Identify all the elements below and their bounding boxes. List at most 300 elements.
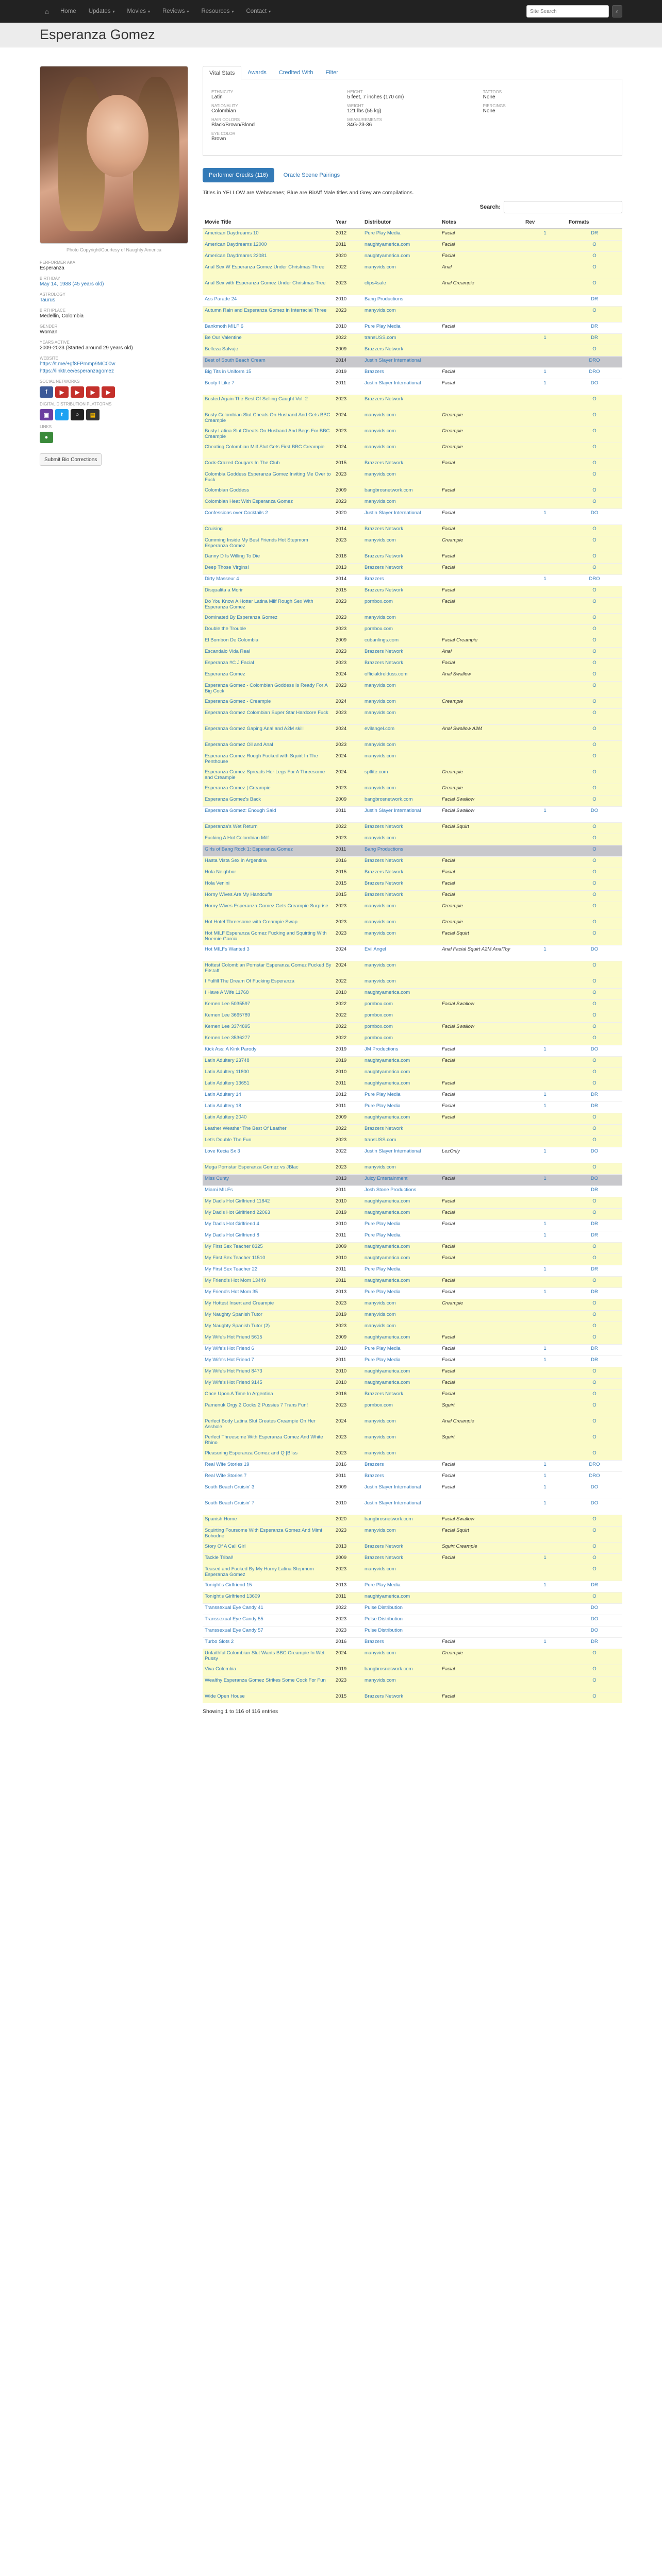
movie-title-link[interactable]: Disqualita a Morir <box>203 586 334 597</box>
movie-title-link[interactable]: Hola Venini <box>203 879 334 890</box>
distributor-link[interactable]: manyvids.com <box>362 306 440 322</box>
website-link-1[interactable]: https://t.me/+gf8FPmmp9MC00w <box>40 361 115 367</box>
formats-link[interactable]: DR <box>567 1219 622 1231</box>
formats-link[interactable]: DO <box>567 1147 622 1163</box>
distributor-link[interactable]: manyvids.com <box>362 411 440 427</box>
formats-link[interactable]: O <box>567 1163 622 1174</box>
review-link[interactable] <box>523 395 567 411</box>
review-link[interactable] <box>523 834 567 845</box>
distributor-link[interactable]: Justin Slayer International <box>362 509 440 524</box>
review-link[interactable]: 1 <box>523 806 567 822</box>
movie-title-link[interactable]: Latin Adultery 18 <box>203 1101 334 1113</box>
distributor-link[interactable]: Brazzers <box>362 1637 440 1649</box>
nav-reviews[interactable] <box>156 0 195 23</box>
formats-link[interactable]: O <box>567 536 622 552</box>
movie-title-link[interactable]: My Wife's Hot Friend 6 <box>203 1344 334 1355</box>
movie-title-link[interactable]: Unfaithful Colombian Slut Wants BBC Creampie In Wet Pussy <box>203 1649 334 1665</box>
review-link[interactable]: 1 <box>523 1287 567 1299</box>
col-year[interactable]: Year <box>334 216 362 229</box>
formats-link[interactable]: O <box>567 918 622 929</box>
review-link[interactable] <box>523 681 567 697</box>
review-link[interactable] <box>523 1208 567 1219</box>
formats-link[interactable]: DRO <box>567 574 622 586</box>
distributor-link[interactable]: manyvids.com <box>362 1649 440 1665</box>
distributor-link[interactable]: manyvids.com <box>362 961 440 977</box>
distributor-link[interactable]: naughtyamerica.com <box>362 1242 440 1253</box>
formats-link[interactable]: O <box>567 856 622 868</box>
review-link[interactable] <box>523 345 567 356</box>
movie-title-link[interactable]: My Naughty Spanish Tutor (2) <box>203 1321 334 1333</box>
platform-icon[interactable]: ▣ <box>40 409 53 420</box>
platform-icon[interactable]: ▤ <box>86 409 100 420</box>
movie-title-link[interactable]: Booty I Like 7 <box>203 379 334 395</box>
distributor-link[interactable]: naughtyamerica.com <box>362 1253 440 1265</box>
review-link[interactable] <box>523 1417 567 1433</box>
review-link[interactable] <box>523 411 567 427</box>
distributor-link[interactable]: naughtyamerica.com <box>362 1113 440 1124</box>
distributor-link[interactable]: manyvids.com <box>362 681 440 697</box>
distributor-link[interactable]: manyvids.com <box>362 1449 440 1460</box>
col-distributor[interactable]: Distributor <box>362 216 440 229</box>
movie-title-link[interactable]: Colombian Heat With Esperanza Gomez <box>203 497 334 509</box>
review-link[interactable] <box>523 1299 567 1310</box>
review-link[interactable] <box>523 1389 567 1401</box>
movie-title-link[interactable]: Kick Ass: A Kink Parody <box>203 1045 334 1056</box>
distributor-link[interactable]: naughtyamerica.com <box>362 1079 440 1090</box>
movie-title-link[interactable]: I Fulfill The Dream Of Fucking Esperanza <box>203 977 334 988</box>
review-link[interactable]: 1 <box>523 1344 567 1355</box>
nav-updates[interactable] <box>82 0 121 23</box>
movie-title-link[interactable]: Be Our Valentine <box>203 333 334 345</box>
table-search-input[interactable] <box>504 201 622 213</box>
youtube-icon[interactable]: ▶ <box>86 386 100 398</box>
distributor-link[interactable]: evilangel.com <box>362 724 440 740</box>
review-link[interactable] <box>523 929 567 945</box>
formats-link[interactable]: O <box>567 1649 622 1665</box>
distributor-link[interactable]: Pure Play Media <box>362 1101 440 1113</box>
review-link[interactable] <box>523 1378 567 1389</box>
distributor-link[interactable]: Bang Productions <box>362 295 440 306</box>
movie-title-link[interactable]: Esperanza Gomez's Back <box>203 795 334 806</box>
distributor-link[interactable]: pornbox.com <box>362 624 440 636</box>
distributor-link[interactable]: naughtyamerica.com <box>362 1197 440 1208</box>
formats-link[interactable]: O <box>567 1692 622 1703</box>
distributor-link[interactable]: Brazzers Network <box>362 868 440 879</box>
review-link[interactable] <box>523 708 567 724</box>
facebook-icon[interactable]: f <box>40 386 53 398</box>
formats-link[interactable]: O <box>567 658 622 670</box>
review-link[interactable] <box>523 856 567 868</box>
distributor-link[interactable]: manyvids.com <box>362 752 440 768</box>
review-link[interactable] <box>523 459 567 470</box>
distributor-link[interactable]: bangbrosnetwork.com <box>362 1515 440 1526</box>
distributor-link[interactable]: naughtyamerica.com <box>362 240 440 251</box>
distributor-link[interactable]: manyvids.com <box>362 834 440 845</box>
distributor-link[interactable]: Pure Play Media <box>362 1287 440 1299</box>
formats-link[interactable]: DO <box>567 1499 622 1515</box>
tab-credited-with[interactable]: Credited With <box>278 70 313 76</box>
review-link[interactable] <box>523 279 567 295</box>
formats-link[interactable]: DR <box>567 1355 622 1367</box>
review-link[interactable] <box>523 918 567 929</box>
review-link[interactable] <box>523 1321 567 1333</box>
movie-title-link[interactable]: My Dad's Hot Girlfriend 8 <box>203 1231 334 1242</box>
movie-title-link[interactable]: Hottest Colombian Pornstar Esperanza Gomez Fucked By Fitstaff <box>203 961 334 977</box>
distributor-link[interactable]: Brazzers Network <box>362 459 440 470</box>
formats-link[interactable]: O <box>567 1401 622 1417</box>
movie-title-link[interactable]: American Daydreams 12000 <box>203 240 334 251</box>
review-link[interactable] <box>523 1033 567 1045</box>
review-link[interactable] <box>523 868 567 879</box>
review-link[interactable] <box>523 597 567 613</box>
review-link[interactable] <box>523 902 567 918</box>
youtube-icon[interactable]: ▶ <box>71 386 84 398</box>
distributor-link[interactable]: Pure Play Media <box>362 1090 440 1101</box>
distributor-link[interactable]: manyvids.com <box>362 536 440 552</box>
movie-title-link[interactable]: Turbo Slots 2 <box>203 1637 334 1649</box>
oracle-scene-pairings-pill[interactable]: Oracle Scene Pairings <box>283 172 340 178</box>
distributor-link[interactable]: naughtyamerica.com <box>362 1056 440 1067</box>
distributor-link[interactable]: manyvids.com <box>362 1321 440 1333</box>
movie-title-link[interactable]: Once Upon A Time In Argentina <box>203 1389 334 1401</box>
distributor-link[interactable]: Brazzers Network <box>362 856 440 868</box>
movie-title-link[interactable]: Mega Pornstar Esperanza Gomez vs JBlac <box>203 1163 334 1174</box>
formats-link[interactable]: O <box>567 1592 622 1603</box>
movie-title-link[interactable]: Kemen Lee 5035597 <box>203 999 334 1011</box>
distributor-link[interactable]: manyvids.com <box>362 918 440 929</box>
search-icon[interactable]: ⌕ <box>612 5 622 18</box>
distributor-link[interactable]: bangbrosnetwork.com <box>362 795 440 806</box>
distributor-link[interactable]: naughtyamerica.com <box>362 1333 440 1344</box>
movie-title-link[interactable]: Latin Adultery 14 <box>203 1090 334 1101</box>
review-link[interactable] <box>523 1603 567 1615</box>
formats-link[interactable]: O <box>567 902 622 918</box>
distributor-link[interactable]: Brazzers <box>362 367 440 379</box>
distributor-link[interactable]: manyvids.com <box>362 1565 440 1581</box>
formats-link[interactable]: O <box>567 845 622 856</box>
movie-title-link[interactable]: My Wife's Hot Friend 9145 <box>203 1378 334 1389</box>
review-link[interactable] <box>523 977 567 988</box>
formats-link[interactable]: O <box>567 708 622 724</box>
onlyfans-icon[interactable]: ○ <box>71 409 84 420</box>
formats-link[interactable]: O <box>567 345 622 356</box>
formats-link[interactable]: DR <box>567 1101 622 1113</box>
formats-link[interactable]: O <box>567 1542 622 1553</box>
formats-link[interactable]: O <box>567 1067 622 1079</box>
review-link[interactable] <box>523 306 567 322</box>
review-link[interactable] <box>523 658 567 670</box>
review-link[interactable] <box>523 1515 567 1526</box>
distributor-link[interactable]: manyvids.com <box>362 427 440 443</box>
twitter-icon[interactable]: t <box>55 409 69 420</box>
movie-title-link[interactable]: Latin Adultery 11800 <box>203 1067 334 1079</box>
movie-title-link[interactable]: Tonight's Girlfriend 15 <box>203 1581 334 1592</box>
distributor-link[interactable]: Brazzers Network <box>362 563 440 574</box>
distributor-link[interactable]: manyvids.com <box>362 977 440 988</box>
formats-link[interactable]: DR <box>567 1637 622 1649</box>
distributor-link[interactable]: naughtyamerica.com <box>362 1067 440 1079</box>
formats-link[interactable]: O <box>567 524 622 536</box>
distributor-link[interactable]: Juicy Entertainment <box>362 1174 440 1185</box>
movie-title-link[interactable]: South Beach Cruisin' 3 <box>203 1483 334 1499</box>
movie-title-link[interactable]: Anal Sex with Esperanza Gomez Under Christmas Tree <box>203 279 334 295</box>
movie-title-link[interactable]: Colombia Goddess Esperanza Gomez Inviting Me Over to Fuck <box>203 470 334 486</box>
movie-title-link[interactable]: My Friend's Hot Mom 35 <box>203 1287 334 1299</box>
distributor-link[interactable]: manyvids.com <box>362 613 440 624</box>
movie-title-link[interactable]: Teased and Fucked By My Horny Latina Stepmom Esperanza Gomez <box>203 1565 334 1581</box>
movie-title-link[interactable]: Danny D Is Willing To Die <box>203 552 334 563</box>
review-link[interactable] <box>523 697 567 708</box>
distributor-link[interactable]: pornbox.com <box>362 1401 440 1417</box>
distributor-link[interactable]: Josh Stone Productions <box>362 1185 440 1197</box>
review-link[interactable] <box>523 1022 567 1033</box>
formats-link[interactable]: DRO <box>567 1460 622 1471</box>
movie-title-link[interactable]: Confessions over Cocktails 2 <box>203 509 334 524</box>
formats-link[interactable]: O <box>567 822 622 834</box>
movie-title-link[interactable]: Miami MILFs <box>203 1185 334 1197</box>
distributor-link[interactable]: Pure Play Media <box>362 1265 440 1276</box>
movie-title-link[interactable]: Real Wife Stories 7 <box>203 1471 334 1483</box>
review-link[interactable] <box>523 1692 567 1703</box>
review-link[interactable]: 1 <box>523 1483 567 1499</box>
formats-link[interactable]: O <box>567 647 622 658</box>
formats-link[interactable]: O <box>567 636 622 647</box>
distributor-link[interactable]: officialdrelduss.com <box>362 670 440 681</box>
review-link[interactable] <box>523 647 567 658</box>
movie-title-link[interactable]: Do You Know A Hotter Latina Milf Rough Sex With Esperanza Gomez <box>203 597 334 613</box>
movie-title-link[interactable]: Leather Weather The Best Of Leather <box>203 1124 334 1136</box>
col-formats[interactable]: Formats <box>567 216 622 229</box>
formats-link[interactable]: O <box>567 999 622 1011</box>
tab-filter[interactable]: Filter <box>325 70 338 76</box>
movie-title-link[interactable]: Best of South Beach Cream <box>203 356 334 367</box>
distributor-link[interactable]: manyvids.com <box>362 497 440 509</box>
submit-bio-corrections-button[interactable]: Submit Bio Corrections <box>40 453 102 466</box>
movie-title-link[interactable]: Esperanza's Wet Return <box>203 822 334 834</box>
distributor-link[interactable]: bangbrosnetwork.com <box>362 486 440 497</box>
distributor-link[interactable]: manyvids.com <box>362 708 440 724</box>
formats-link[interactable]: O <box>567 443 622 459</box>
review-link[interactable]: 1 <box>523 1265 567 1276</box>
movie-title-link[interactable]: Kemen Lee 3374895 <box>203 1022 334 1033</box>
distributor-link[interactable]: Brazzers Network <box>362 658 440 670</box>
distributor-link[interactable]: bangbrosnetwork.com <box>362 1665 440 1676</box>
formats-link[interactable]: O <box>567 681 622 697</box>
movie-title-link[interactable]: El Bombon De Colombia <box>203 636 334 647</box>
formats-link[interactable]: O <box>567 834 622 845</box>
home-icon[interactable]: ⌂ <box>45 7 49 15</box>
movie-title-link[interactable]: Esperanza Gomez - Colombian Goddess Is Ready For A Big Cock <box>203 681 334 697</box>
movie-title-link[interactable]: American Daydreams 10 <box>203 229 334 240</box>
formats-link[interactable]: O <box>567 251 622 263</box>
distributor-link[interactable]: naughtyamerica.com <box>362 1378 440 1389</box>
formats-link[interactable]: O <box>567 459 622 470</box>
movie-title-link[interactable]: Esperanza Gomez Rough Fucked with Squirt In The Penthouse <box>203 752 334 768</box>
formats-link[interactable]: O <box>567 586 622 597</box>
formats-link[interactable]: O <box>567 879 622 890</box>
review-link[interactable] <box>523 1433 567 1449</box>
formats-link[interactable]: O <box>567 1449 622 1460</box>
distributor-link[interactable]: manyvids.com <box>362 470 440 486</box>
review-link[interactable] <box>523 1649 567 1665</box>
movie-title-link[interactable]: Busty Colombian Slut Cheats On Husband And Gets BBC Creampie <box>203 411 334 427</box>
review-link[interactable] <box>523 1592 567 1603</box>
movie-title-link[interactable]: South Beach Cruisin' 7 <box>203 1499 334 1515</box>
review-link[interactable]: 1 <box>523 1499 567 1515</box>
movie-title-link[interactable]: My Friend's Hot Mom 13449 <box>203 1276 334 1287</box>
review-link[interactable] <box>523 563 567 574</box>
distributor-link[interactable]: manyvids.com <box>362 1676 440 1692</box>
movie-title-link[interactable]: Colombian Goddess <box>203 486 334 497</box>
formats-link[interactable]: O <box>567 795 622 806</box>
distributor-link[interactable]: Brazzers Network <box>362 647 440 658</box>
movie-title-link[interactable]: Esperanza Gomez <box>203 670 334 681</box>
movie-title-link[interactable]: My Dad's Hot Girlfriend 22063 <box>203 1208 334 1219</box>
review-link[interactable] <box>523 1367 567 1378</box>
formats-link[interactable]: O <box>567 240 622 251</box>
review-link[interactable] <box>523 1113 567 1124</box>
review-link[interactable] <box>523 822 567 834</box>
distributor-link[interactable]: Brazzers Network <box>362 524 440 536</box>
distributor-link[interactable]: Brazzers Network <box>362 395 440 411</box>
formats-link[interactable]: O <box>567 1208 622 1219</box>
movie-title-link[interactable]: My First Sex Teacher 22 <box>203 1265 334 1276</box>
movie-title-link[interactable]: Cock-Crazed Cougars In The Club <box>203 459 334 470</box>
formats-link[interactable]: O <box>567 1033 622 1045</box>
review-link[interactable]: 1 <box>523 509 567 524</box>
formats-link[interactable]: DR <box>567 1090 622 1101</box>
distributor-link[interactable]: naughtyamerica.com <box>362 1367 440 1378</box>
distributor-link[interactable]: manyvids.com <box>362 1310 440 1321</box>
formats-link[interactable]: O <box>567 1676 622 1692</box>
review-link[interactable] <box>523 524 567 536</box>
distributor-link[interactable]: JM Productions <box>362 1045 440 1056</box>
movie-title-link[interactable]: Esperanza Gomez - Creampie <box>203 697 334 708</box>
movie-title-link[interactable]: Esperanza #C J Facial <box>203 658 334 670</box>
distributor-link[interactable]: manyvids.com <box>362 697 440 708</box>
review-link[interactable]: 1 <box>523 945 567 961</box>
formats-link[interactable]: O <box>567 1321 622 1333</box>
review-link[interactable] <box>523 470 567 486</box>
movie-title-link[interactable]: I Have A Wife 11768 <box>203 988 334 999</box>
movie-title-link[interactable]: Ass Parade 24 <box>203 295 334 306</box>
distributor-link[interactable]: Brazzers Network <box>362 822 440 834</box>
movie-title-link[interactable]: Cheating Colombian Milf Slut Gets First BBC Creampie <box>203 443 334 459</box>
formats-link[interactable]: O <box>567 988 622 999</box>
review-link[interactable] <box>523 443 567 459</box>
formats-link[interactable]: O <box>567 486 622 497</box>
formats-link[interactable]: O <box>567 306 622 322</box>
review-link[interactable] <box>523 890 567 902</box>
distributor-link[interactable]: Pure Play Media <box>362 1219 440 1231</box>
review-link[interactable] <box>523 295 567 306</box>
movie-title-link[interactable]: Dirty Masseur 4 <box>203 574 334 586</box>
formats-link[interactable]: O <box>567 1389 622 1401</box>
review-link[interactable]: 1 <box>523 1460 567 1471</box>
movie-title-link[interactable]: Anal Sex W Esperanza Gomez Under Christmas Three <box>203 263 334 279</box>
formats-link[interactable]: O <box>567 740 622 752</box>
movie-title-link[interactable]: Esperanza Gomez: Enough Said <box>203 806 334 822</box>
distributor-link[interactable]: Justin Slayer International <box>362 379 440 395</box>
formats-link[interactable]: DO <box>567 1174 622 1185</box>
review-link[interactable]: 1 <box>523 1219 567 1231</box>
distributor-link[interactable]: manyvids.com <box>362 1433 440 1449</box>
review-link[interactable]: 1 <box>523 367 567 379</box>
distributor-link[interactable]: pornbox.com <box>362 1033 440 1045</box>
review-link[interactable]: 1 <box>523 1090 567 1101</box>
site-search-input[interactable] <box>526 5 609 18</box>
movie-title-link[interactable]: My Wife's Hot Friend 7 <box>203 1355 334 1367</box>
distributor-link[interactable]: naughtyamerica.com <box>362 1592 440 1603</box>
movie-title-link[interactable]: Hot MILF Esperanza Gomez Fucking and Squirting With Noemie Garcia <box>203 929 334 945</box>
review-link[interactable] <box>523 795 567 806</box>
formats-link[interactable]: DO <box>567 1483 622 1499</box>
movie-title-link[interactable]: Dominated By Esperanza Gomez <box>203 613 334 624</box>
distributor-link[interactable]: Pulse Distribution <box>362 1626 440 1637</box>
formats-link[interactable]: DR <box>567 229 622 240</box>
formats-link[interactable]: O <box>567 427 622 443</box>
review-link[interactable] <box>523 1011 567 1022</box>
review-link[interactable] <box>523 752 567 768</box>
movie-title-link[interactable]: My Dad's Hot Girlfriend 11842 <box>203 1197 334 1208</box>
formats-link[interactable]: DO <box>567 1626 622 1637</box>
movie-title-link[interactable]: My Naughty Spanish Tutor <box>203 1310 334 1321</box>
formats-link[interactable]: DR <box>567 1231 622 1242</box>
movie-title-link[interactable]: Transsexual Eye Candy 55 <box>203 1615 334 1626</box>
formats-link[interactable]: O <box>567 263 622 279</box>
col-movie-title[interactable]: Movie Title <box>203 216 334 229</box>
formats-link[interactable]: O <box>567 868 622 879</box>
distributor-link[interactable]: Brazzers Network <box>362 879 440 890</box>
formats-link[interactable]: O <box>567 552 622 563</box>
formats-link[interactable]: DR <box>567 1581 622 1592</box>
movie-title-link[interactable]: Girls of Bang Rock 1: Esperanza Gomez <box>203 845 334 856</box>
formats-link[interactable]: O <box>567 597 622 613</box>
distributor-link[interactable]: Pure Play Media <box>362 322 440 333</box>
review-link[interactable]: 1 <box>523 1231 567 1242</box>
distributor-link[interactable]: pornbox.com <box>362 597 440 613</box>
review-link[interactable] <box>523 1253 567 1265</box>
review-link[interactable] <box>523 356 567 367</box>
review-link[interactable] <box>523 1310 567 1321</box>
distributor-link[interactable]: naughtyamerica.com <box>362 1276 440 1287</box>
review-link[interactable]: 1 <box>523 1471 567 1483</box>
movie-title-link[interactable]: Esperanza Gomez Gaping Anal and A2M skill <box>203 724 334 740</box>
formats-link[interactable]: O <box>567 1310 622 1321</box>
movie-title-link[interactable]: Let's Double The Fun <box>203 1136 334 1147</box>
distributor-link[interactable]: Brazzers Network <box>362 586 440 597</box>
formats-link[interactable]: O <box>567 497 622 509</box>
formats-link[interactable]: O <box>567 411 622 427</box>
distributor-link[interactable]: cubanlings.com <box>362 636 440 647</box>
review-link[interactable] <box>523 1163 567 1174</box>
movie-title-link[interactable]: Miss Cunty <box>203 1174 334 1185</box>
formats-link[interactable]: O <box>567 1333 622 1344</box>
nav-contact[interactable] <box>240 0 277 23</box>
formats-link[interactable]: O <box>567 1242 622 1253</box>
formats-link[interactable]: O <box>567 1124 622 1136</box>
review-link[interactable] <box>523 613 567 624</box>
movie-title-link[interactable]: Big Tits in Uniform 15 <box>203 367 334 379</box>
review-link[interactable]: 1 <box>523 1581 567 1592</box>
review-link[interactable]: 1 <box>523 333 567 345</box>
review-link[interactable] <box>523 1333 567 1344</box>
formats-link[interactable]: O <box>567 1433 622 1449</box>
review-link[interactable] <box>523 552 567 563</box>
formats-link[interactable]: O <box>567 1299 622 1310</box>
distributor-link[interactable]: Justin Slayer International <box>362 1483 440 1499</box>
formats-link[interactable]: O <box>567 1526 622 1542</box>
